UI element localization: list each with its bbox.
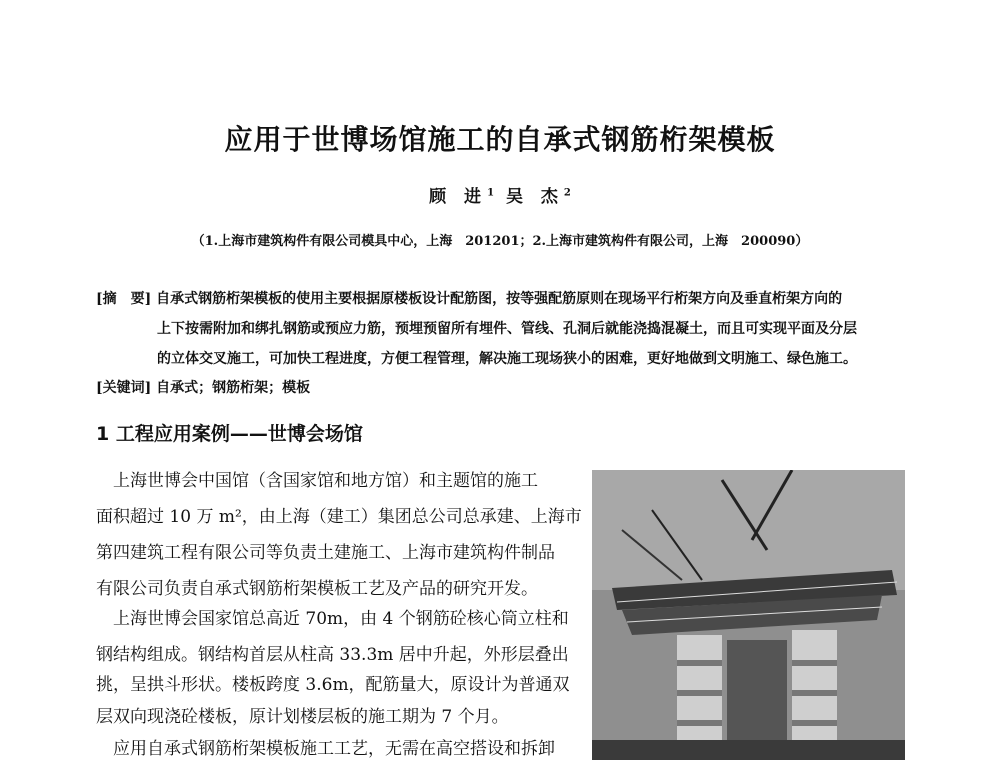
body-line: 应用自承式钢筋桁架模板施工工艺，无需在高空搭设和拆卸	[96, 739, 555, 759]
abstract-line: 的立体交叉施工，可加快工程进度，方便工程管理，解决施工现场狭小的困难，更好地做到文明施工、绿色施工。	[157, 351, 857, 367]
author-2: 吴 杰	[505, 187, 564, 207]
section-heading: 1 工程应用案例——世博会场馆	[96, 423, 363, 445]
body-line: 第四建筑工程有限公司等负责土建施工、上海市建筑构件制品	[96, 543, 555, 563]
construction-photo	[592, 470, 905, 760]
abstract-line: 上下按需附加和绑扎钢筋或预应力筋，预埋预留所有埋件、管线、孔洞后就能浇捣混凝土，而且可实现平面及分层	[157, 321, 857, 337]
paper-title: 应用于世博场馆施工的自承式钢筋桁架模板	[224, 123, 776, 156]
body-line: 上海世博会国家馆总高近 70m，由 4 个钢筋砼核心筒立柱和	[96, 609, 569, 629]
author-1-affil-mark: 1	[487, 187, 495, 199]
body-line: 有限公司负责自承式钢筋桁架模板工艺及产品的研究开发。	[96, 579, 538, 599]
author-2-affil-mark: 2	[563, 187, 571, 199]
body-line: 面积超过 10 万 m²，由上海（建工）集团总公司总承建、上海市	[96, 507, 582, 527]
body-line: 上海世博会中国馆（含国家馆和地方馆）和主题馆的施工	[96, 471, 538, 491]
body-line: 钢结构组成。钢结构首层从柱高 33.3m 居中升起，外形层叠出	[96, 645, 569, 665]
keywords: [关键词] 自承式；钢筋桁架；模板	[96, 380, 311, 396]
body-line: 挑，呈拱斗形状。楼板跨度 3.6m，配筋量大，原设计为普通双	[96, 675, 570, 695]
author-line	[0, 182, 1000, 207]
body-line: 层双向现浇砼楼板，原计划楼层板的施工期为 7 个月。	[96, 707, 509, 727]
author-1: 顾 进	[429, 187, 488, 207]
abstract-line: [摘 要] 自承式钢筋桁架模板的使用主要根据原楼板设计配筋图，按等强配筋原则在现场平行桁架方向及垂直桁架方向的	[96, 291, 843, 307]
affiliation: （1.上海市建筑构件有限公司模具中心，上海 201201；2.上海市建筑构件有限公司，上海 200090）	[191, 234, 809, 249]
